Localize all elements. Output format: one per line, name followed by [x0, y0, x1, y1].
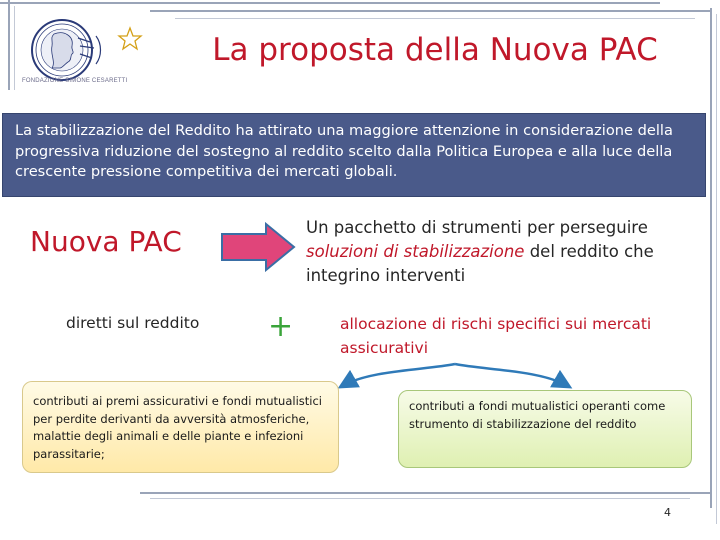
- frame-line-bottom: [140, 492, 712, 494]
- star-icon: [119, 28, 141, 49]
- intro-box: La stabilizzazione del Reddito ha attirato una maggiore attenzione in considerazione della progressiva riduzione del sostegno al reddito scelto dalla Politica Europea e alla luce della crescente pressione competitiva dei mercati globali.: [2, 113, 706, 197]
- logo-caption: FONDAZIONE SIMONE CESARETTI: [22, 78, 128, 84]
- frame-line-right-thin: [716, 14, 717, 524]
- frame-line-bottom-thin: [150, 498, 690, 499]
- package-text-after: del reddito che integrino interventi: [306, 242, 654, 285]
- mutual-fund-contributions-box: contributi a fondi mutualistici operanti come strumento di stabilizzazione del reddito: [398, 390, 692, 468]
- arrow-right-icon: [220, 222, 296, 272]
- page-number: 4: [664, 506, 671, 519]
- package-text-emphasis: soluzioni di stabilizzazione: [306, 242, 525, 261]
- plus-sign: +: [268, 309, 294, 344]
- risk-allocation-label: allocazione di rischi specifici sui mercati assicurativi: [340, 315, 652, 357]
- direct-income-label: diretti sul reddito: [66, 314, 200, 332]
- frame-line-left: [8, 0, 10, 90]
- frame-line-top-thin: [175, 18, 695, 19]
- frame-line-left-thin: [14, 6, 15, 90]
- frame-line-top: [0, 2, 660, 4]
- page-title: La proposta della Nuova PAC: [212, 32, 658, 68]
- package-text-before: Un pacchetto di strumenti per perseguire: [306, 218, 648, 237]
- nuova-pac-heading: Nuova PAC: [30, 225, 182, 258]
- insurance-contributions-box: contributi ai premi assicurativi e fondi mutualistici per perdite derivanti da avversità atmosferiche, malattie degli animali e delle piante e infezioni parassitarie;: [22, 381, 339, 473]
- package-description: [306, 216, 716, 288]
- frame-line-top-inner: [150, 10, 710, 12]
